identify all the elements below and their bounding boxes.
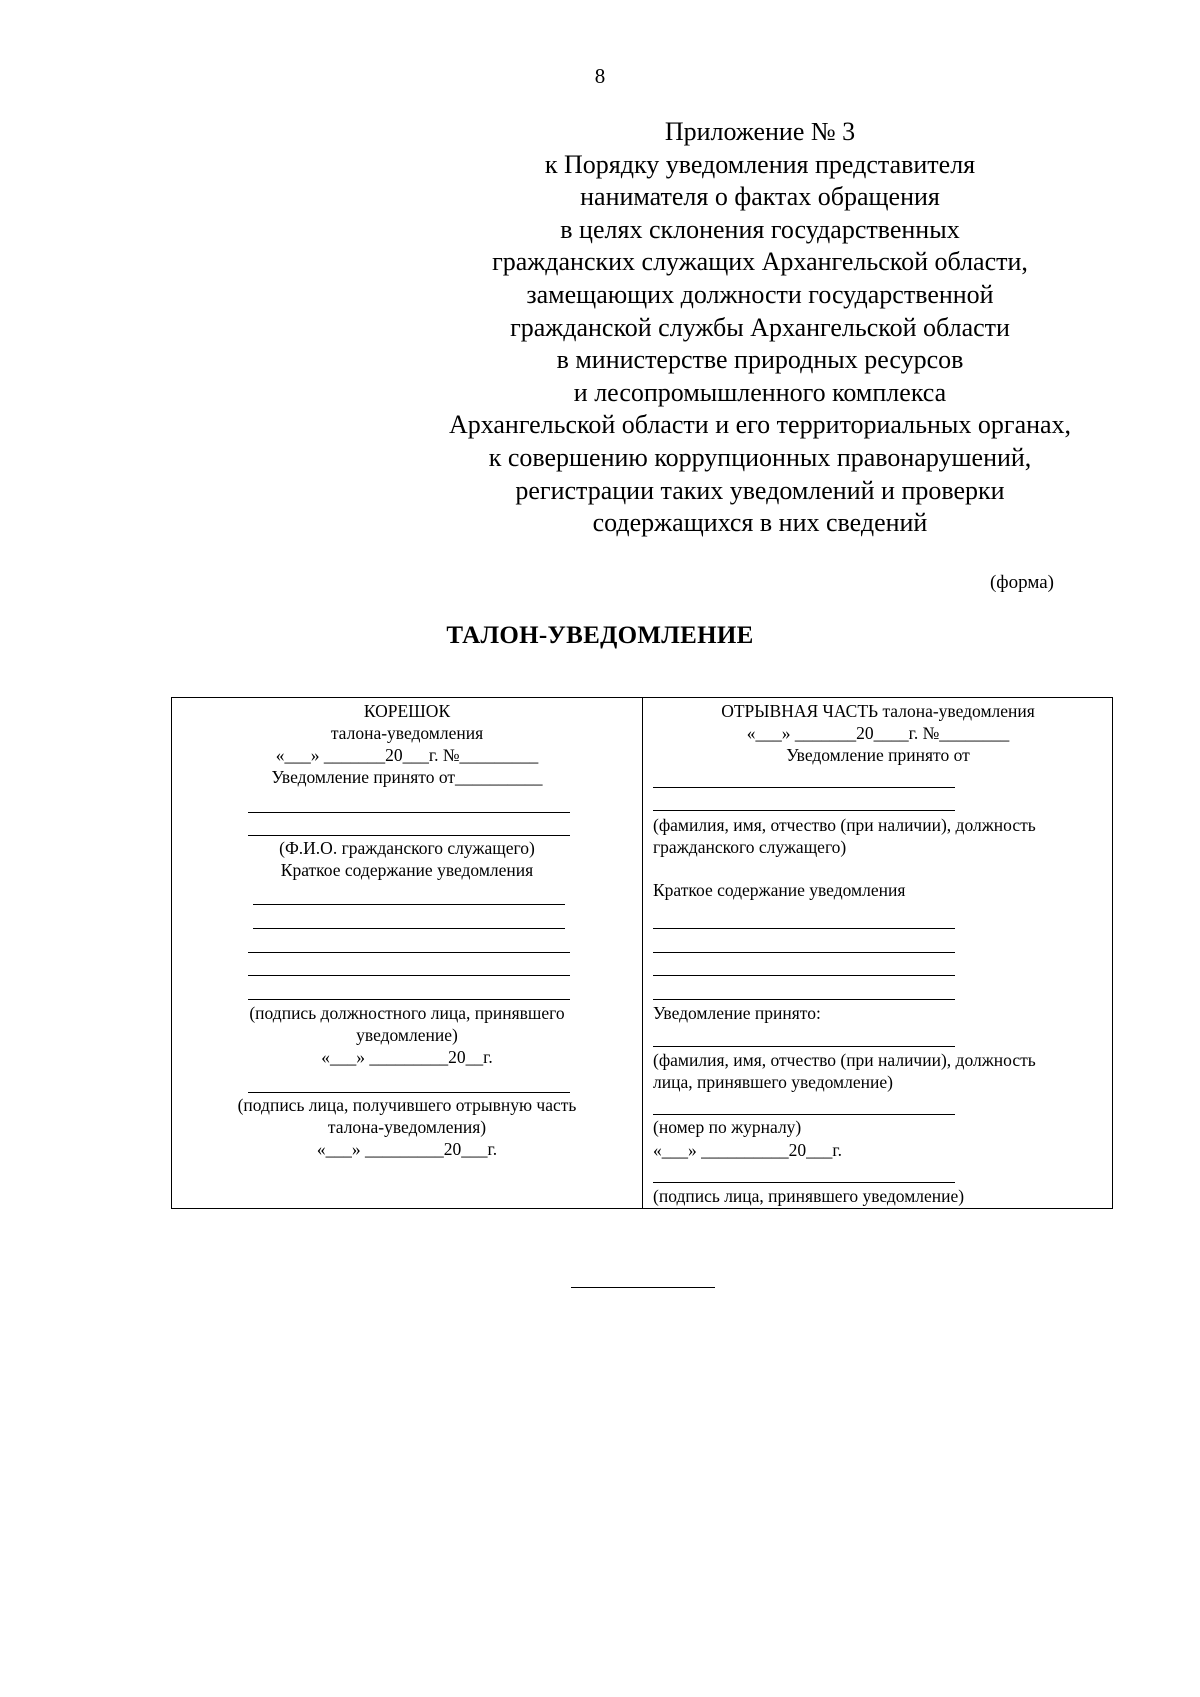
appendix-line: регистрации таких уведомлений и проверки	[515, 475, 1005, 505]
stub-heading: КОРЕШОК	[363, 701, 451, 721]
tear-off-official-caption: лица, принявшего уведомление)	[653, 1072, 893, 1092]
tear-off-journal-number-caption: (номер по журналу)	[653, 1117, 802, 1137]
notification-form-table	[171, 697, 1113, 1209]
appendix-line: Приложение № 3	[664, 117, 856, 146]
tear-off-date-number-field[interactable]: «___» _______20____г. №________	[746, 723, 1010, 743]
stub-fio-line[interactable]	[248, 812, 570, 813]
page-number: 8	[594, 64, 606, 88]
stub-date-field[interactable]: «___» _________20___г.	[316, 1139, 498, 1159]
tear-off-received-label: Уведомление принято:	[653, 1003, 821, 1023]
column-divider	[642, 698, 643, 1208]
tear-off-official-line[interactable]	[653, 1046, 955, 1047]
tear-off-fio-caption: гражданского служащего)	[653, 837, 847, 857]
stub-date-number-field[interactable]: «___» _______20___г. №_________	[275, 745, 539, 765]
appendix-header	[420, 116, 1100, 540]
tear-off-summary-label: Краткое содержание уведомления	[653, 880, 906, 900]
stub-recipient-signature-caption: (подпись лица, получившего отрывную часть	[237, 1095, 577, 1115]
stub-received-from-field[interactable]: Уведомление принято от__________	[271, 767, 543, 787]
stub-summary-label: Краткое содержание уведомления	[280, 860, 534, 880]
appendix-line: к совершению коррупционных правонарушений,	[488, 442, 1032, 472]
document-title: ТАЛОН-УВЕДОМЛЕНИЕ	[446, 622, 754, 649]
appendix-line: содержащихся в них сведений	[592, 508, 928, 538]
tear-off-summary-line[interactable]	[653, 999, 955, 1000]
tear-off-received-from-label: Уведомление принято от	[786, 745, 970, 765]
stub-summary-line[interactable]	[248, 975, 570, 976]
appendix-line: и лесопромышленного комплекса	[573, 377, 947, 407]
tear-off-summary-line[interactable]	[653, 928, 955, 929]
stub-summary-line[interactable]	[253, 928, 565, 929]
tear-off-date-field[interactable]: «___» __________20___г.	[653, 1140, 842, 1160]
stub-fio-line[interactable]	[248, 835, 570, 836]
tear-off-heading: ОТРЫВНАЯ ЧАСТЬ талона-уведомления	[721, 701, 1035, 721]
tear-off-journal-line[interactable]	[653, 1114, 955, 1115]
stub-signature-line[interactable]	[248, 999, 570, 1000]
stub-official-signature-caption: уведомление)	[356, 1025, 458, 1045]
tear-off-fio-caption: (фамилия, имя, отчество (при наличии), должность	[653, 815, 1036, 835]
stub-recipient-signature-caption: талона-уведомления)	[327, 1117, 487, 1137]
stub-official-signature-caption: (подпись должностного лица, принявшего	[249, 1003, 565, 1023]
end-of-document-rule	[571, 1287, 715, 1288]
tear-off-fio-line[interactable]	[653, 810, 955, 811]
appendix-line: в целях склонения государственных	[560, 214, 960, 244]
appendix-line: Архангельской области и его территориальных органах,	[448, 410, 1072, 440]
appendix-line: к Порядку уведомления представителя	[544, 149, 976, 179]
tear-off-signature-caption: (подпись лица, принявшего уведомление)	[653, 1186, 965, 1206]
tear-off-summary-line[interactable]	[653, 975, 955, 976]
appendix-line: замещающих должности государственной	[526, 279, 994, 309]
stub-fio-caption: (Ф.И.О. гражданского служащего)	[279, 838, 535, 858]
tear-off-signature-line[interactable]	[653, 1182, 955, 1183]
appendix-line: нанимателя о фактах обращения	[580, 182, 940, 212]
appendix-line: в министерстве природных ресурсов	[556, 345, 964, 375]
appendix-line: гражданских служащих Архангельской области,	[492, 247, 1028, 277]
appendix-line: гражданской службы Архангельской области	[510, 312, 1010, 342]
stub-summary-line[interactable]	[248, 952, 570, 953]
stub-recipient-signature-line[interactable]	[248, 1092, 570, 1093]
tear-off-fio-line[interactable]	[653, 787, 955, 788]
form-label: (форма)	[989, 572, 1054, 593]
stub-subheading: талона-уведомления	[330, 723, 484, 743]
stub-date-field[interactable]: «___» _________20__г.	[321, 1047, 493, 1067]
tear-off-summary-line[interactable]	[653, 952, 955, 953]
stub-summary-line[interactable]	[253, 904, 565, 905]
tear-off-official-caption: (фамилия, имя, отчество (при наличии), должность	[653, 1050, 1036, 1070]
